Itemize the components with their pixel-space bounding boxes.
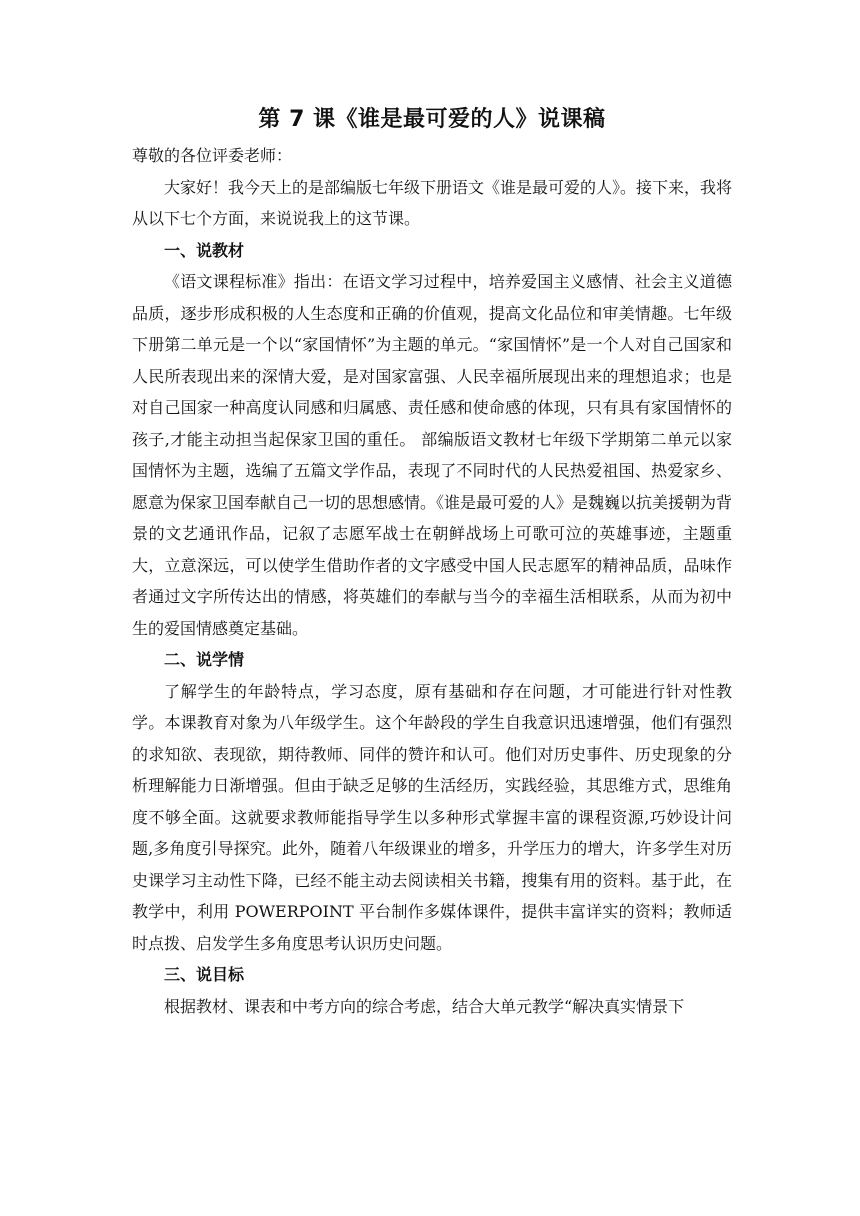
- section-paragraph-goals: 根据教材、课表和中考方向的综合考虑，结合大单元教学“解决真实情景下: [164, 996, 685, 1016]
- greeting: 尊敬的各位评委老师：: [132, 146, 293, 165]
- section-heading-students: 二、说学情: [164, 650, 245, 669]
- intro-paragraph: 大家好！我今天上的是部编版七年级下册语文《谁是最可爱的人》。接下来，我将从以下七个方面，来说说我上的这节课。: [132, 177, 733, 228]
- section-heading-textbook: 一、说教材: [164, 240, 245, 260]
- section-heading-goals: 三、说目标: [164, 965, 245, 984]
- document-body: [132, 100, 732, 1022]
- section-paragraph-students: 了解学生的年龄特点，学习态度，原有基础和存在问题，才可能进行针对性教学。本课教育对象为八年级学生。这个年龄段的学生自我意识迅速增强，他们有强烈的求知欲、表现欲，期待教师、同伴的赞许和认可。他们对历史事件、历史现象的分析理解能力日渐增强。但由于缺乏足够的生活经历，实践经验，其思维方式，思维角度不够全面。这就要求教师能指导学生以多种形式掌握丰富的课程资源,巧妙设计问题,多角度引导探究。此外，随着八年级课业的增多，升学压力的增大，许多学生对历史课学习主动性下降，已经不能主动去阅读相关书籍，搜集有用的资料。基于此，在教学中，利用 POWERPOINT 平台制作多媒体课件，提供丰富详实的资料；教师适时点拨、启发学生多角度思考认识历史问题。: [132, 681, 732, 953]
- document-title: 第 7 课《谁是最可爱的人》说课稿: [258, 107, 606, 132]
- section-paragraph-textbook: 《语文课程标准》指出：在语文学习过程中，培养爱国主义感情、社会主义道德品质，逐步形成积极的人生态度和正确的价值观，提高文化品位和审美情趣。七年级下册第二单元是一个以“家国情怀”为主题的单元。“家国情怀”是一个人对自己国家和人民所表现出来的深情大爱，是对国家富强、人民幸福所展现出来的理想追求；也是对自己国家一种高度认同感和归属感、责任感和使命感的体现，只有具有家国情怀的孩子,才能主动担当起保家卫国的重任。 部编版语文教材七年级下学期第二单元以家国情怀为主题，选编了五篇文学作品，表现了不同时代的人民热爱祖国、热爱家乡、愿意为保家卫国奉献自己一切的思想感情。《谁是最可爱的人》是魏巍以抗美援朝为背景的文艺通讯作品，记叙了志愿军战士在朝鲜战场上可歌可泣的英雄事迹，主题重大，立意深远，可以使学生借助作者的文字感受中国人民志愿军的精神品质，品味作者通过文字所传达出的情感，将英雄们的奉献与当今的幸福生活相联系，从而为初中生的爱国情感奠定基础。: [132, 272, 733, 638]
